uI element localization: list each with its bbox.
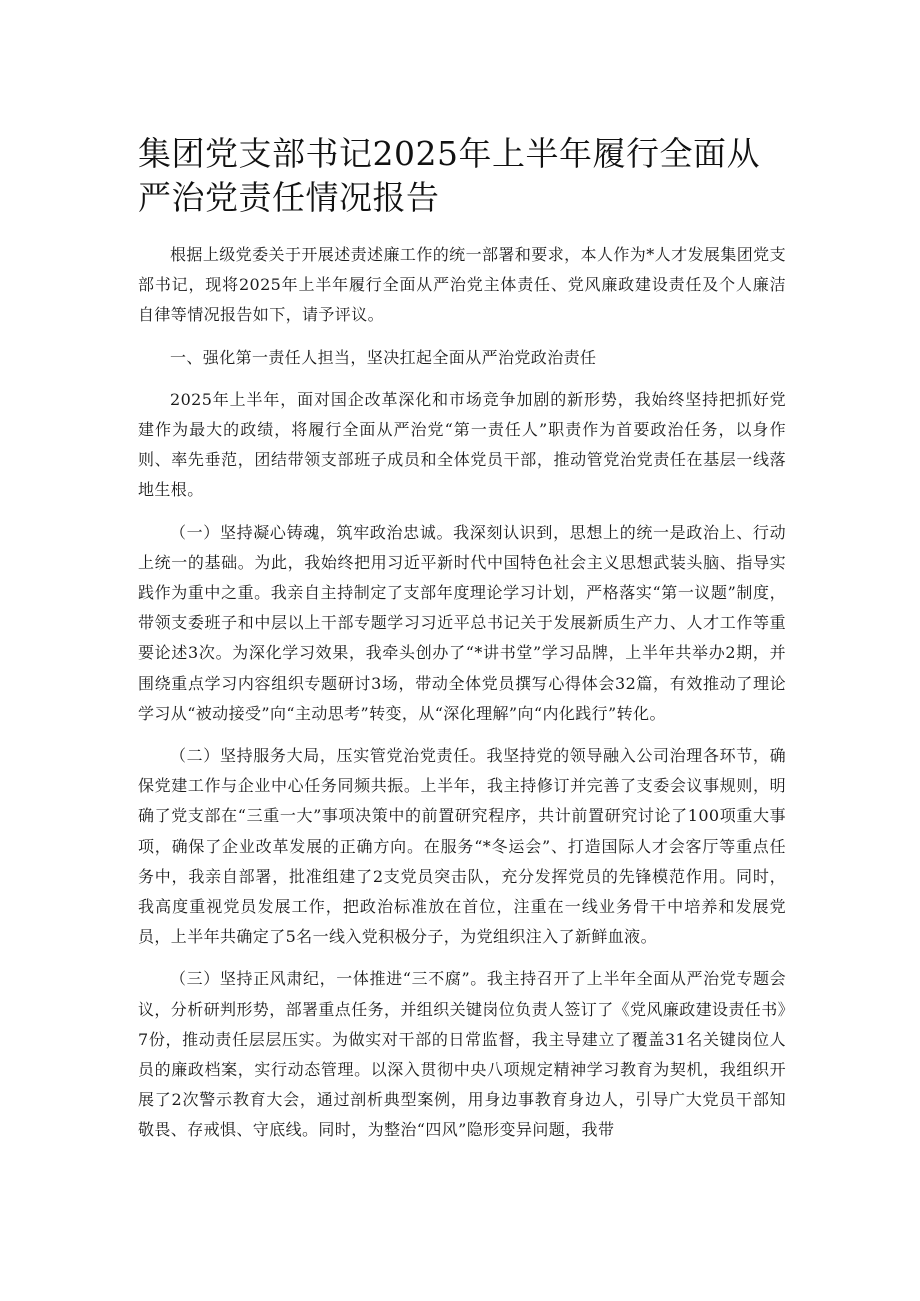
subsection-2-paragraph: （二）坚持服务大局，压实管党治党责任。我坚持党的领导融入公司治理各环节，确保党建工作与企业中心任务同频共振。上半年，我主持修订并完善了支委会议事规则，明确了党支部在“三重一大”事项决策中的前置研究程序，共计前置研究讨论了100项重大事项，确保了企业改革发展的正确方向。在服务“*冬运会”、打造国际人才会客厅等重点任务中，我亲自部署，批准组建了2支党员突击队，充分发挥党员的先锋模范作用。同时，我高度重视党员发展工作，把政治标准放在首位，注重在一线业务骨干中培养和发展党员，上半年共确定了5名一线入党积极分子，为党组织注入了新鲜血液。 [138,746,786,947]
intro-paragraph: 根据上级党委关于开展述责述廉工作的统一部署和要求，本人作为*人才发展集团党支部书记，现将2025年上半年履行全面从严治党主体责任、党风廉政建设责任及个人廉洁自律等情况报告如下，请予评议。 [138,245,786,325]
subsection-3-paragraph: （三）坚持正风肃纪，一体推进“三不腐”。我主持召开了上半年全面从严治党专题会议，分析研判形势，部署重点任务，并组织关键岗位负责人签订了《党风廉政建设责任书》7份，推动责任层层压实。为做实对干部的日常监督，我主导建立了覆盖31名关键岗位人员的廉政档案，实行动态管理。以深入贯彻中央八项规定精神学习教育为契机，我组织开展了2次警示教育大会，通过剖析典型案例，用身边事教育身边人，引导广大党员干部知敬畏、存戒惧、守底线。同时，为整治“四风”隐形变异问题，我带 [138,969,787,1140]
document-body [138,240,786,1158]
document-title: 集团党支部书记2025年上半年履行全面从严治党责任情况报告 [138,134,760,217]
section-heading-1: 一、强化第一责任人担当，坚决扛起全面从严治党政治责任 [170,347,597,367]
section-1-paragraph: 2025年上半年，面对国企改革深化和市场竞争加剧的新形势，我始终坚持把抓好党建作为最大的政绩，将履行全面从严治党“第一责任人”职责作为首要政治任务，以身作则、率先垂范，团结带领支部班子成员和全体党员干部，推动管党治党责任在基层一线落地生根。 [138,389,786,500]
subsection-1-paragraph: （一）坚持凝心铸魂，筑牢政治忠诚。我深刻认识到，思想上的统一是政治上、行动上统一的基础。为此，我始终把用习近平新时代中国特色社会主义思想武装头脑、指导实践作为重中之重。我亲自主持制定了支部年度理论学习计划，严格落实“第一议题”制度，带领支委班子和中层以上干部专题学习习近平总书记关于发展新质生产力、人才工作等重要论述3次。为深化学习效果，我牵头创办了“*讲书堂”学习品牌，上半年共举办2期，并围绕重点学习内容组织专题研讨3场，带动全体党员撰写心得体会32篇，有效推动了理论学习从“被动接受”向“主动思考”转变，从“深化理解”向“内化践行”转化。 [138,522,786,723]
